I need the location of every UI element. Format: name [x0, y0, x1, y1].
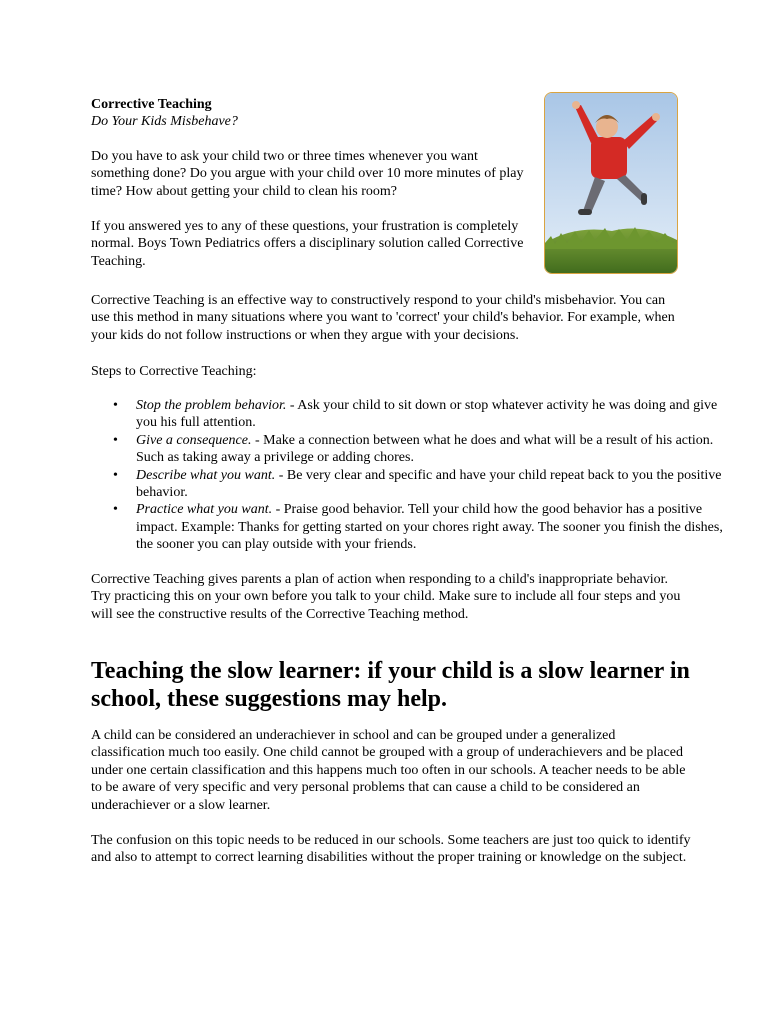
intro-paragraph-2: If you answered yes to any of these questions, your frustration is completely normal. Boys Town Pediatrics offers a disciplinary solution called Corrective Teaching. [91, 219, 524, 269]
jumping-child-photo [544, 92, 678, 274]
list-item [136, 467, 736, 502]
intro-paragraph-1: Do you have to ask your child two or three times whenever you want something done? Do you argue with your child over 10 more minutes of play time? How about getting your child to clean his room? [91, 149, 524, 199]
body-paragraph: Corrective Teaching is an effective way to constructively respond to your child's misbehavior. You can use this method in many situations where you want to 'correct' your child's behavior. For example, when your kids do not follow instructions or when they argue with your decisions. [91, 293, 675, 343]
section-paragraph-2: The confusion on this topic needs to be reduced in our schools. Some teachers are just too quick to identify and also to attempt to correct learning disabilities without the proper training or knowledge on the subject. [91, 833, 691, 866]
step-text: - Be very clear and specific and have your child repeat back to you the positive behavior. [136, 467, 722, 501]
article-title: Corrective Teaching [91, 97, 212, 112]
step-text: - Ask your child to sit down or stop whatever activity he was doing and give you his full attention. [136, 398, 718, 431]
closing-paragraph: Corrective Teaching gives parents a plan of action when responding to a child's inappropriate behavior. Try practicing this on your own before you talk to your child. Make sure to include all four steps and you will see the constructive results of the Corrective Teaching method. [91, 572, 681, 622]
steps-intro: Steps to Corrective Teaching: [91, 364, 257, 379]
list-item [136, 501, 736, 553]
section-paragraph-1: A child can be considered an underachiever in school and can be grouped under a generalized classification much too easily. One child cannot be grouped with a group of underachievers and be placed under one certain classification and this happens much too often in our schools. A teacher needs to be able to be aware of very specific and very personal problems that can cause a child to be considered an underachiever or a slow learner. [91, 728, 686, 813]
article-subtitle: Do Your Kids Misbehave? [91, 114, 238, 129]
step-text: - Make a connection between what he does and what will be a result of his action. Such as taking away a privilege or adding chores. [136, 432, 714, 466]
step-name: Give a consequence. [136, 432, 252, 448]
list-item [136, 432, 736, 467]
section-heading: Teaching the slow learner: if your child is a slow learner in school, these suggestions may help. [91, 658, 690, 712]
step-name: Stop the problem behavior. [136, 398, 287, 413]
step-name: Practice what you want. [136, 502, 273, 518]
step-text: - Praise good behavior. Tell your child how the good behavior has a positive impact. Example: Thanks for getting started on your chores right away. The sooner you finish the dishes, the sooner you can play outside with your friends. [136, 502, 723, 553]
list-item [136, 397, 736, 432]
step-name: Describe what you want. [136, 467, 276, 483]
steps-list [91, 397, 736, 554]
